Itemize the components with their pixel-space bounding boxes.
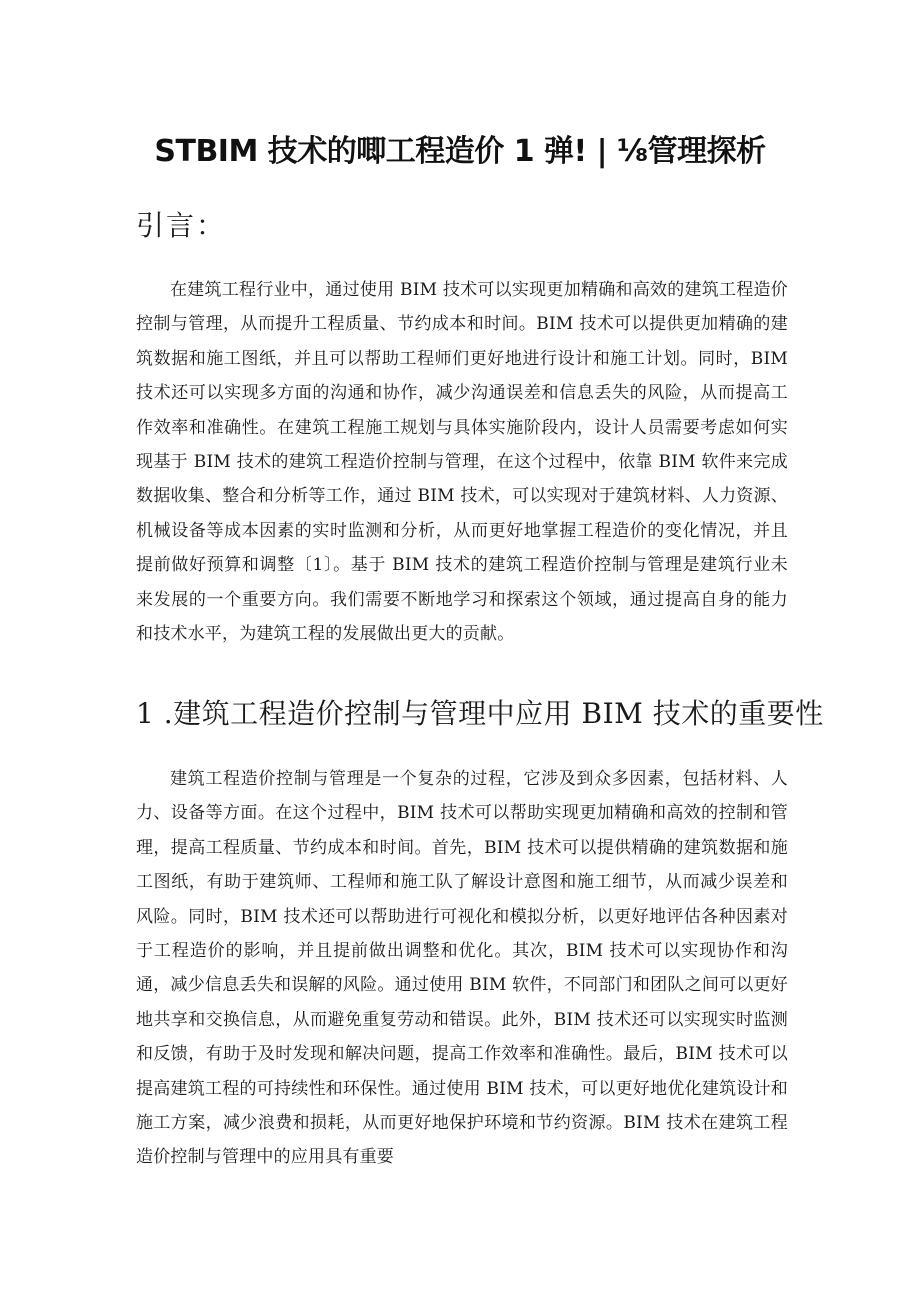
document-title: STBIM 技术的唧工程造价 1 弹! | ⅛管理探析: [154, 134, 766, 169]
intro-heading: 引言：: [136, 209, 227, 242]
section-1-heading: 1 .建筑工程造价控制与管理中应用 BIM 技术的重要性: [136, 697, 824, 730]
section-1-paragraph: 建筑工程造价控制与管理是一个复杂的过程，它涉及到众多因素，包括材料、人力、设备等方面。在这个过程中，BIM 技术可以帮助实现更加精确和高效的控制和管理，提高工程质量、节约成本和时间。首先，BIM 技术可以提供精确的建筑数据和施工图纸，有助于建筑师、工程师和施工队了解设计意图和施工细节，从而减少误差和风险。同时，BIM 技术还可以帮助进行可视化和模拟分析，以更好地评估各种因素对于工程造价的影响，并且提前做出调整和优化。其次，BIM 技术可以实现协作和沟通，减少信息丢失和误解的风险。通过使用 BIM 软件，不同部门和团队之间可以更好地共享和交换信息，从而避免重复劳动和错误。此外，BIM 技术还可以实现实时监测和反馈，有助于及时发现和解决问题，提高工作效率和准确性。最后，BIM 技术可以提高建筑工程的可持续性和环保性。通过使用 BIM 技术，可以更好地优化建筑设计和施工方案，减少浪费和损耗，从而更好地保护环境和节约资源。BIM 技术在建筑工程造价控制与管理中的应用具有重要: [136, 769, 788, 1168]
intro-paragraph: 在建筑工程行业中，通过使用 BIM 技术可以实现更加精确和高效的建筑工程造价控制与管理，从而提升工程质量、节约成本和时间。BIM 技术可以提供更加精确的建筑数据和施工图纸，并且可以帮助工程师们更好地进行设计和施工计划。同时，BIM 技术还可以实现多方面的沟通和协作，减少沟通误差和信息丢失的风险，从而提高工作效率和准确性。在建筑工程施工规划与具体实施阶段内，设计人员需要考虑如何实现基于 BIM 技术的建筑工程造价控制与管理，在这个过程中，依靠 BIM 软件来完成数据收集、整合和分析等工作，通过 BIM 技术，可以实现对于建筑材料、人力资源、机械设备等成本因素的实时监测和分析，从而更好地掌握工程造价的变化情况，并且提前做好预算和调整〔1〕。基于 BIM 技术的建筑工程造价控制与管理是建筑行业未来发展的一个重要方向。我们需要不断地学习和探索这个领域，通过提高自身的能力和技术水平，为建筑工程的发展做出更大的贡献。: [136, 280, 788, 645]
